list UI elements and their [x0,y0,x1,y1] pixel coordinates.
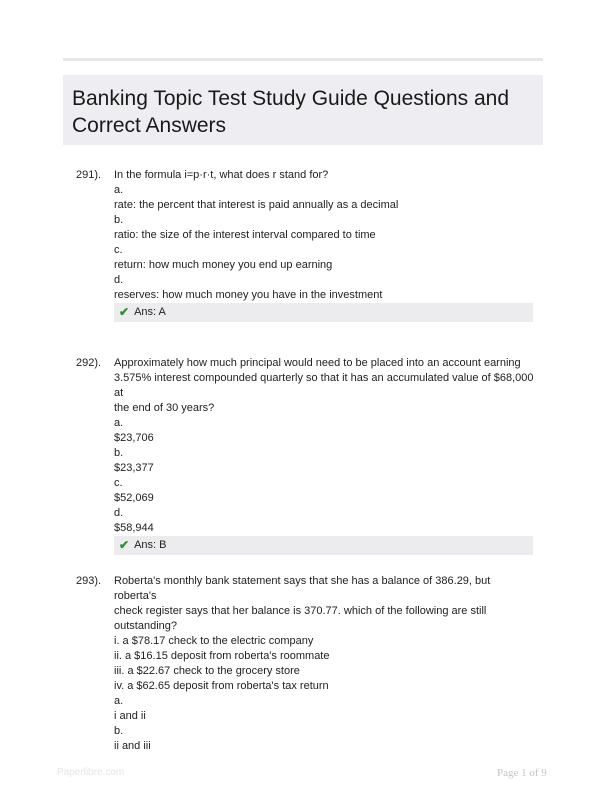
option-label: d. [114,274,124,286]
question-body [114,574,535,754]
document-title: Banking Topic Test Study Guide Questions and Correct Answers [72,87,510,137]
option-label: c. [114,244,123,256]
option-text: $23,706 [114,432,154,444]
option-text: ratio: the size of the interest interval compared to time [114,229,376,241]
question-text: In the formula i=p·r·t, what does r stand for? [114,169,329,181]
option-label: b. [114,447,124,459]
question-text: Approximately how much principal would need to be placed into an account earning [114,357,521,369]
answer-box [114,536,533,555]
question-text: 3.575% interest compounded quarterly so that it has an accumulated value of $68,000 at [114,372,534,399]
title-box [63,75,543,145]
option-text: rate: the percent that interest is paid annually as a decimal [114,199,399,211]
answer-text: Ans: A [134,306,166,318]
option-label: a. [114,695,124,707]
option-text: $23,377 [114,462,154,474]
option-label: a. [114,417,124,429]
question-text: i. a $78.17 check to the electric company [114,635,314,647]
option-text: return: how much money you end up earning [114,259,333,271]
answer-box [114,303,533,322]
option-text: $52,069 [114,492,154,504]
option-label: b. [114,214,124,226]
option-label: a. [114,184,124,196]
question-text: check register says that her balance is 370.77. which of the following are still [114,605,487,617]
answer-text: Ans: B [134,539,167,551]
top-rule [63,58,543,61]
question-number: 291). [76,169,102,181]
question-text: Roberta's monthly bank statement says that she has a balance of 386.29, but roberta's [114,575,491,602]
option-label: c. [114,477,123,489]
question-body [114,168,535,322]
option-label: b. [114,725,124,737]
question-text: iii. a $22.67 check to the grocery store [114,665,300,677]
check-icon: ✔ [119,305,130,319]
option-text: $58,944 [114,522,154,534]
question-number: 293). [76,575,102,587]
option-text: ii and iii [114,740,151,752]
question-number: 292). [76,357,102,369]
question-body [114,356,535,555]
check-icon: ✔ [119,538,130,552]
question-text: ii. a $16.15 deposit from roberta's roommate [114,650,330,662]
watermark: Paperlibre.com [57,767,125,778]
question-text: the end of 30 years? [114,402,215,414]
option-text: i and ii [114,710,146,722]
question-text: outstanding? [114,620,177,632]
option-text: reserves: how much money you have in the investment [114,289,383,301]
page-number: Page 1 of 9 [497,767,547,779]
question-text: iv. a $62.65 deposit from roberta's tax return [114,680,329,692]
option-label: d. [114,507,124,519]
